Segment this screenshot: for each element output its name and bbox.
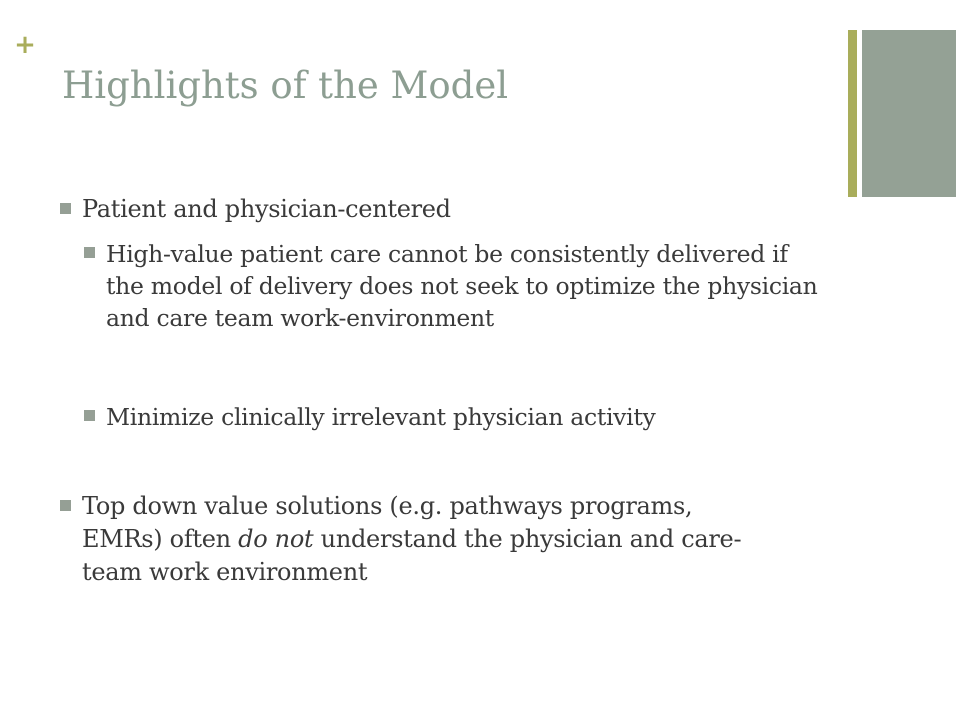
sub-bullet-item-minimize-activity — [106, 401, 826, 433]
accent-panel-gray — [862, 30, 956, 197]
bullet-square-icon — [84, 410, 95, 421]
bullet-text: Minimize clinically irrelevant physician activity — [106, 403, 656, 431]
plus-icon: + — [14, 30, 36, 60]
bullet-text-emphasis: do not — [238, 525, 314, 553]
slide-title: Highlights of the Model — [62, 64, 509, 107]
bullet-text-part: understand the physician and care-team work environment — [82, 525, 742, 586]
bullet-square-icon — [84, 247, 95, 258]
sub-bullet-item-high-value-care — [106, 238, 826, 334]
bullet-item-top-down-solutions — [82, 490, 772, 589]
accent-bar-olive — [848, 30, 857, 197]
bullet-text-part: Top down value solutions (e.g. pathways programs, EMRs) often — [82, 492, 693, 553]
bullet-square-icon — [60, 500, 71, 511]
bullet-text: High-value patient care cannot be consistently delivered if the model of delivery does not seek to optimize the physician and care team work-environment — [106, 240, 818, 332]
bullet-square-icon — [60, 203, 71, 214]
bullet-item-patient-centered — [82, 193, 782, 226]
bullet-text: Patient and physician-centered — [82, 195, 451, 223]
